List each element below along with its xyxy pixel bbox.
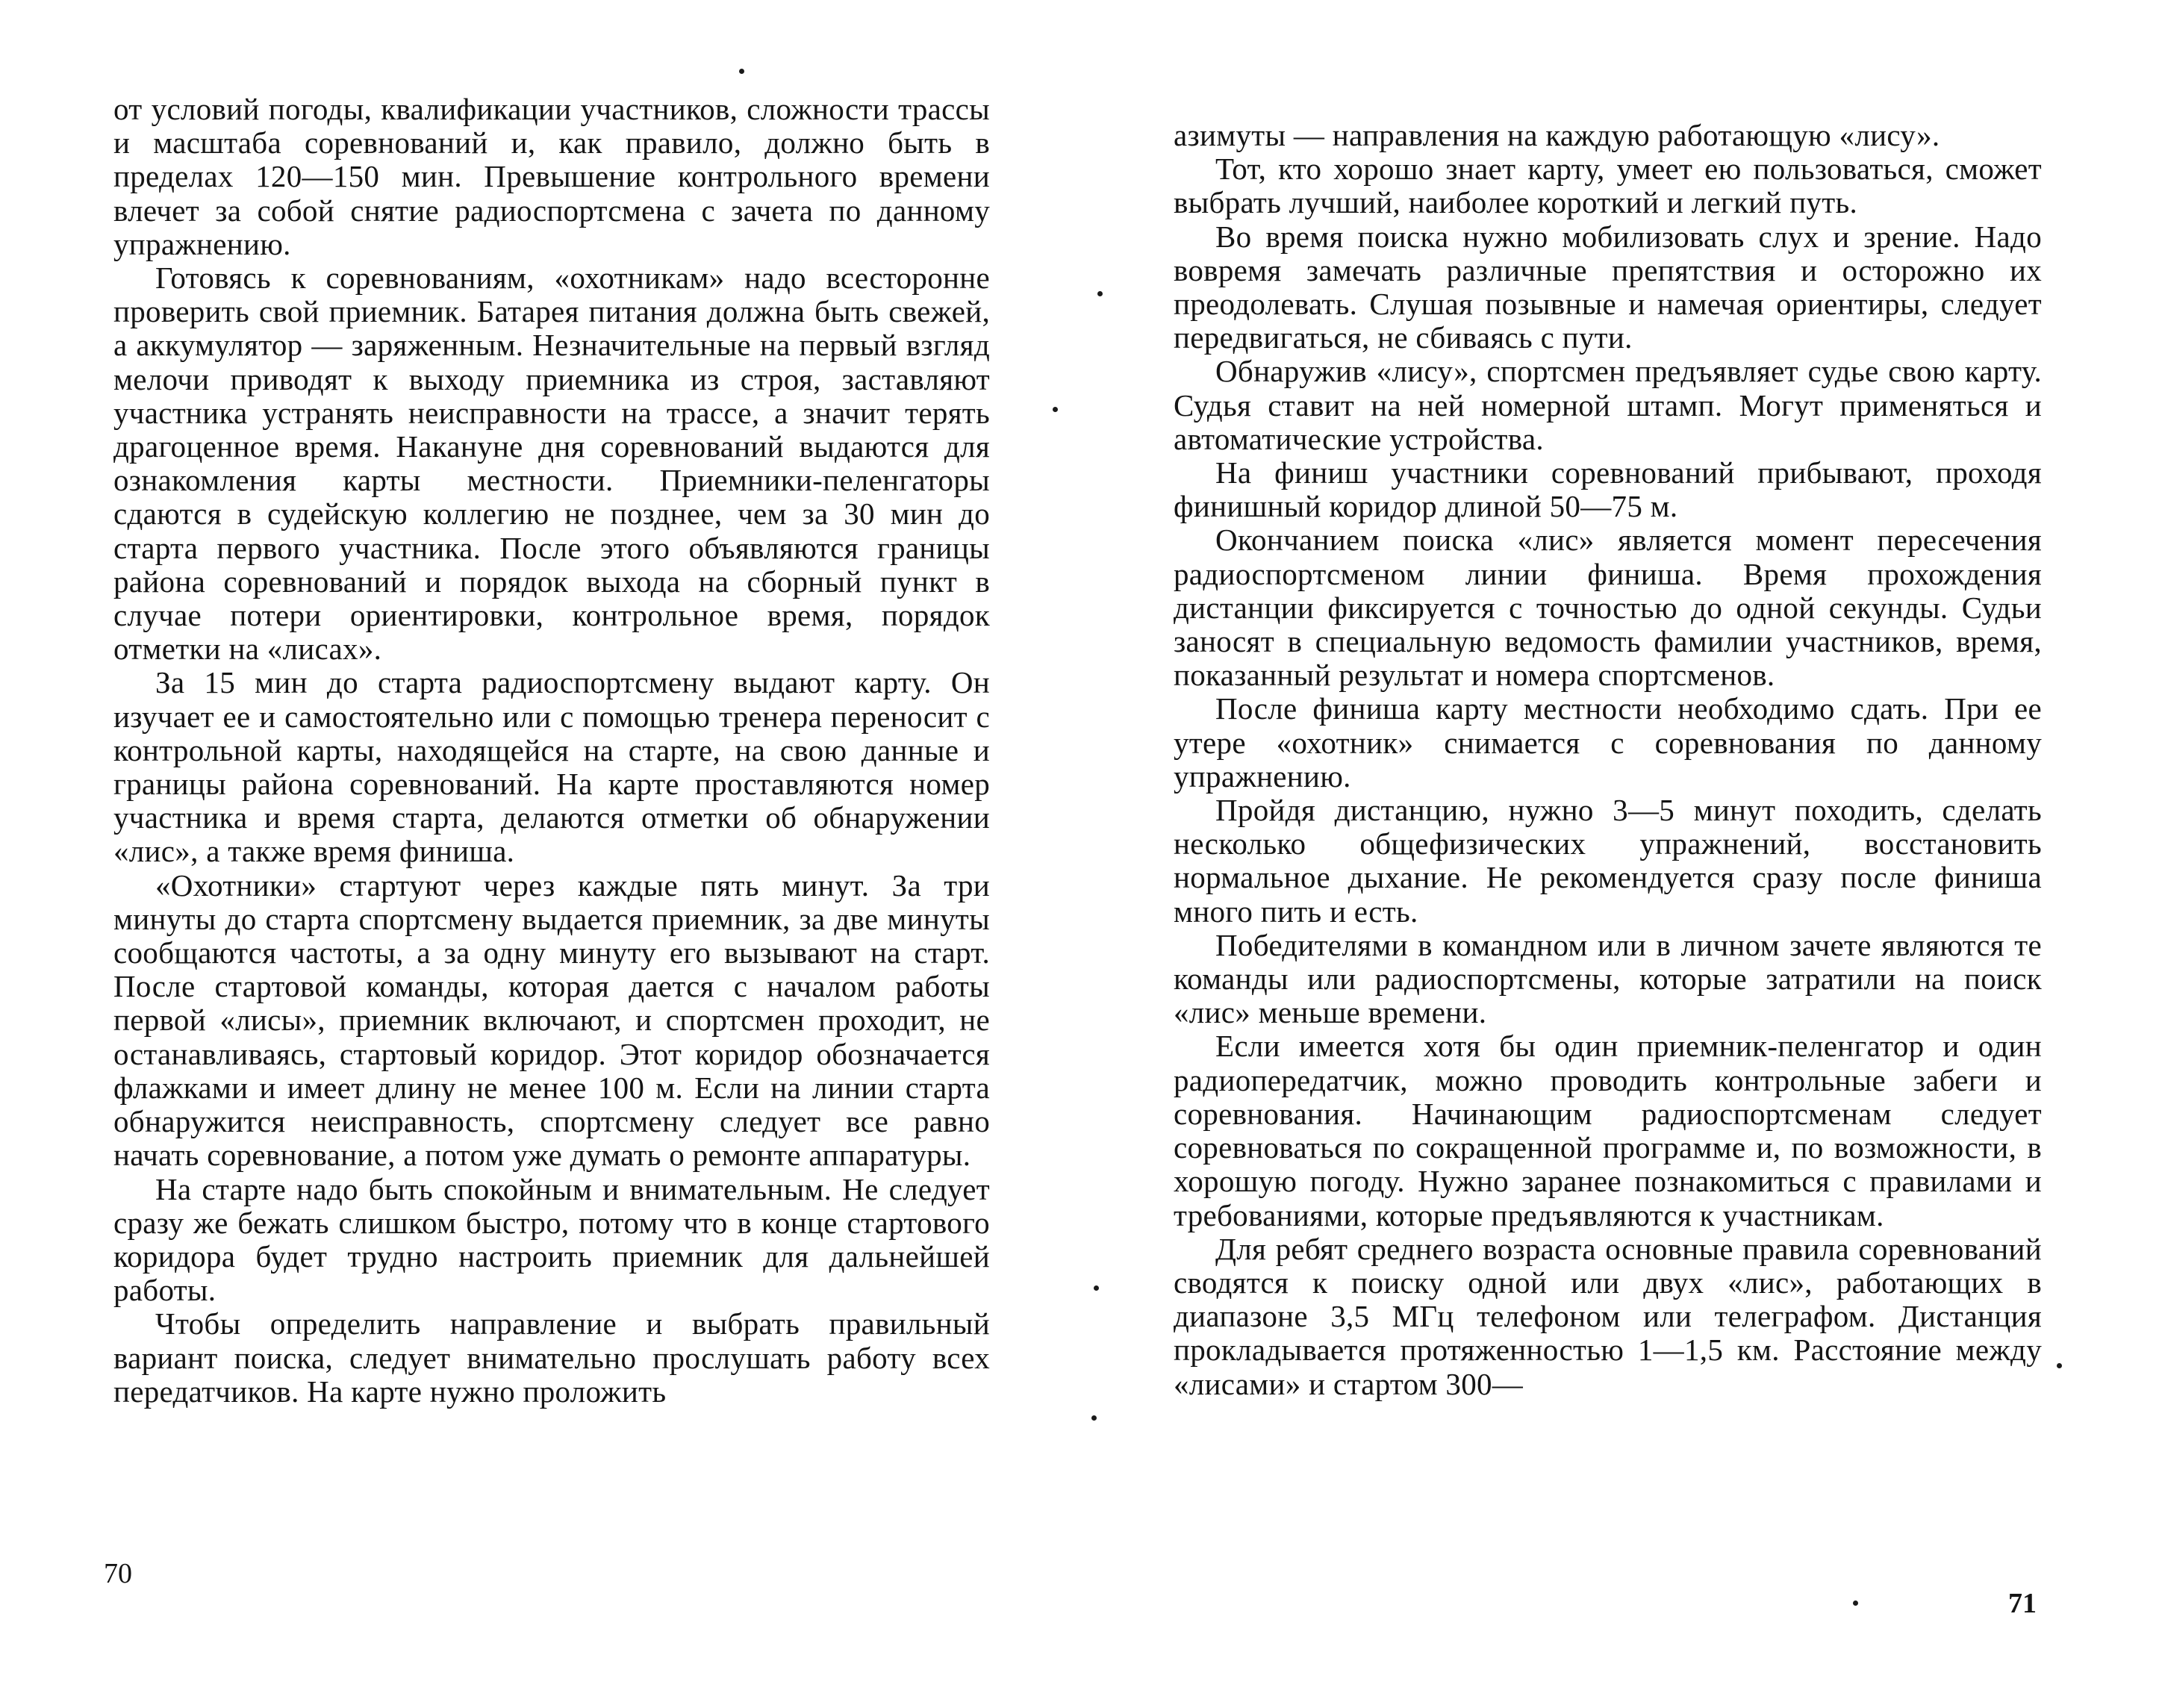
- page-number-right: 71: [2008, 1588, 2037, 1619]
- paragraph: Чтобы определить направление и выбрать правильный вариант поиска, следует внимательно прослушать работу всех передатчиков. На карте нужно проложить: [113, 1306, 990, 1409]
- page-number-left: 70: [104, 1558, 132, 1589]
- paragraph: После финиша карту местности необходимо сдать. При ее утере «охотник» снимается с соревнования по данному упражнению.: [1174, 691, 2042, 794]
- left-page-text: [113, 93, 990, 1409]
- print-speck: [2057, 1363, 2062, 1368]
- print-speck: [1053, 407, 1058, 412]
- paragraph: «Охотники» стартуют через каждые пять минут. За три минуты до старта спортсмену выдается приемник, за две минуты сообщаются частоты, а за одну минуту его вызывают на старт. После стартовой команды, которая дается с началом работы первой «лисы», приемник включают, и спортсмен проходит, не останавливаясь, стартовый коридор. Этот коридор обозначается флажками и имеет длину не менее 100 м. Если на линии старта обнаружится неисправность, спортсмену следует все равно начать соревнование, а потом уже думать о ремонте аппаратуры.: [113, 867, 990, 1173]
- paragraph: Готовясь к соревнованиям, «охотникам» надо всесторонне проверить свой приемник. Батарея питания должна быть свежей, а аккумулятор — заряженным. Незначительные на первый взгляд мелочи приводят к выходу приемника из строя, заставляют участника устранять неисправности на трассе, а значит терять драгоценное время. Накануне дня соревнований выдаются для ознакомления карты местности. Приемники-пеленгаторы сдаются в судейскую коллегию не позднее, чем за 30 мин до старта первого участника. После этого объявляются границы района соревнований и порядок выхода на сборный пункт в случае потери ориентировки, контрольное время, порядок отметки на «лисах».: [113, 261, 990, 667]
- print-speck: [1853, 1601, 1858, 1606]
- paragraph: Во время поиска нужно мобилизовать слух и зрение. Надо вовремя замечать различные препятствия и осторожно их преодолевать. Слушая позывные и намечая ориентиры, следует передвигаться, не сбиваясь с пути.: [1174, 219, 2042, 355]
- paragraph-continuation: азимуты — направления на каждую работающую «лису».: [1174, 118, 1940, 152]
- paragraph: Окончанием поиска «лис» является момент пересечения радиоспортсменом линии финиша. Время прохождения дистанции фиксируется с точностью до одной секунды. Судьи заносят в специальную ведомость фамилии участников, время, показанный результат и номера спортсменов.: [1174, 523, 2042, 693]
- right-page: [1080, 0, 2159, 1708]
- paragraph: от условий погоды, квалификации участников, сложности трассы и масштаба соревнований и, как правило, должно быть в пределах 120—150 мин. Превышение контрольного времени влечет за собой снятие радиоспортсмена с зачета по данному упражнению.: [113, 92, 990, 261]
- paragraph: Для ребят среднего возраста основные правила соревнований сводятся к поиску одной или двух «лис», работающих в диапазоне 3,5 МГц телефоном или телеграфом. Дистанция прокладывается протяженностью 1—1,5 км. Расстояние между «лисами» и стартом 300—: [1174, 1231, 2042, 1401]
- print-speck: [739, 69, 744, 74]
- paragraph: На финиш участники соревнований прибывают, проходя финишный коридор длиной 50—75 м.: [1174, 455, 2042, 524]
- paragraph: Победителями в командном или в личном зачете являются те команды или радиоспортсмены, которые затратили на поиск «лис» меньше времени.: [1174, 927, 2042, 1030]
- paragraph: На старте надо быть спокойным и внимательным. Не следует сразу же бежать слишком быстро, потому что в конце стартового коридора будет трудно настроить приемник для дальнейшей работы.: [113, 1171, 990, 1308]
- paragraph: Тот, кто хорошо знает карту, умеет ею пользоваться, сможет выбрать лучший, наиболее короткий и легкий путь.: [1174, 152, 2042, 220]
- print-speck: [1094, 1285, 1099, 1291]
- paragraph: Обнаружив «лису», спортсмен предъявляет судье свою карту. Судья ставит на ней номерной штамп. Могут применяться и автоматические устройства.: [1174, 354, 2042, 456]
- paragraph: За 15 мин до старта радиоспортсмену выдают карту. Он изучает ее и самостоятельно или с помощью тренера переносит с контрольной карты, находящейся на старте, на свою данные и границы района соревнований. На карте проставляются номер участника и время старта, делаются отметки об обнаружении «лис», а также время финиша.: [113, 665, 990, 869]
- print-speck: [1097, 291, 1103, 296]
- paragraph: Если имеется хотя бы один приемник-пеленгатор и один радиопередатчик, можно проводить контрольные забеги и соревнования. Начинающим радиоспортсменам следует соревноваться по сокращенной программе и, по возможности, в хорошую погоду. Нужно заранее познакомиться с правилами и требованиями, которые предъявляются к участникам.: [1174, 1029, 2042, 1232]
- right-page-text: [1174, 119, 2042, 1401]
- paragraph: Пройдя дистанцию, нужно 3—5 минут походить, сделать несколько общефизических упражнений, восстановить нормальное дыхание. Не рекомендуется сразу после финиша много пить и есть.: [1174, 793, 2042, 929]
- print-speck: [1091, 1415, 1097, 1421]
